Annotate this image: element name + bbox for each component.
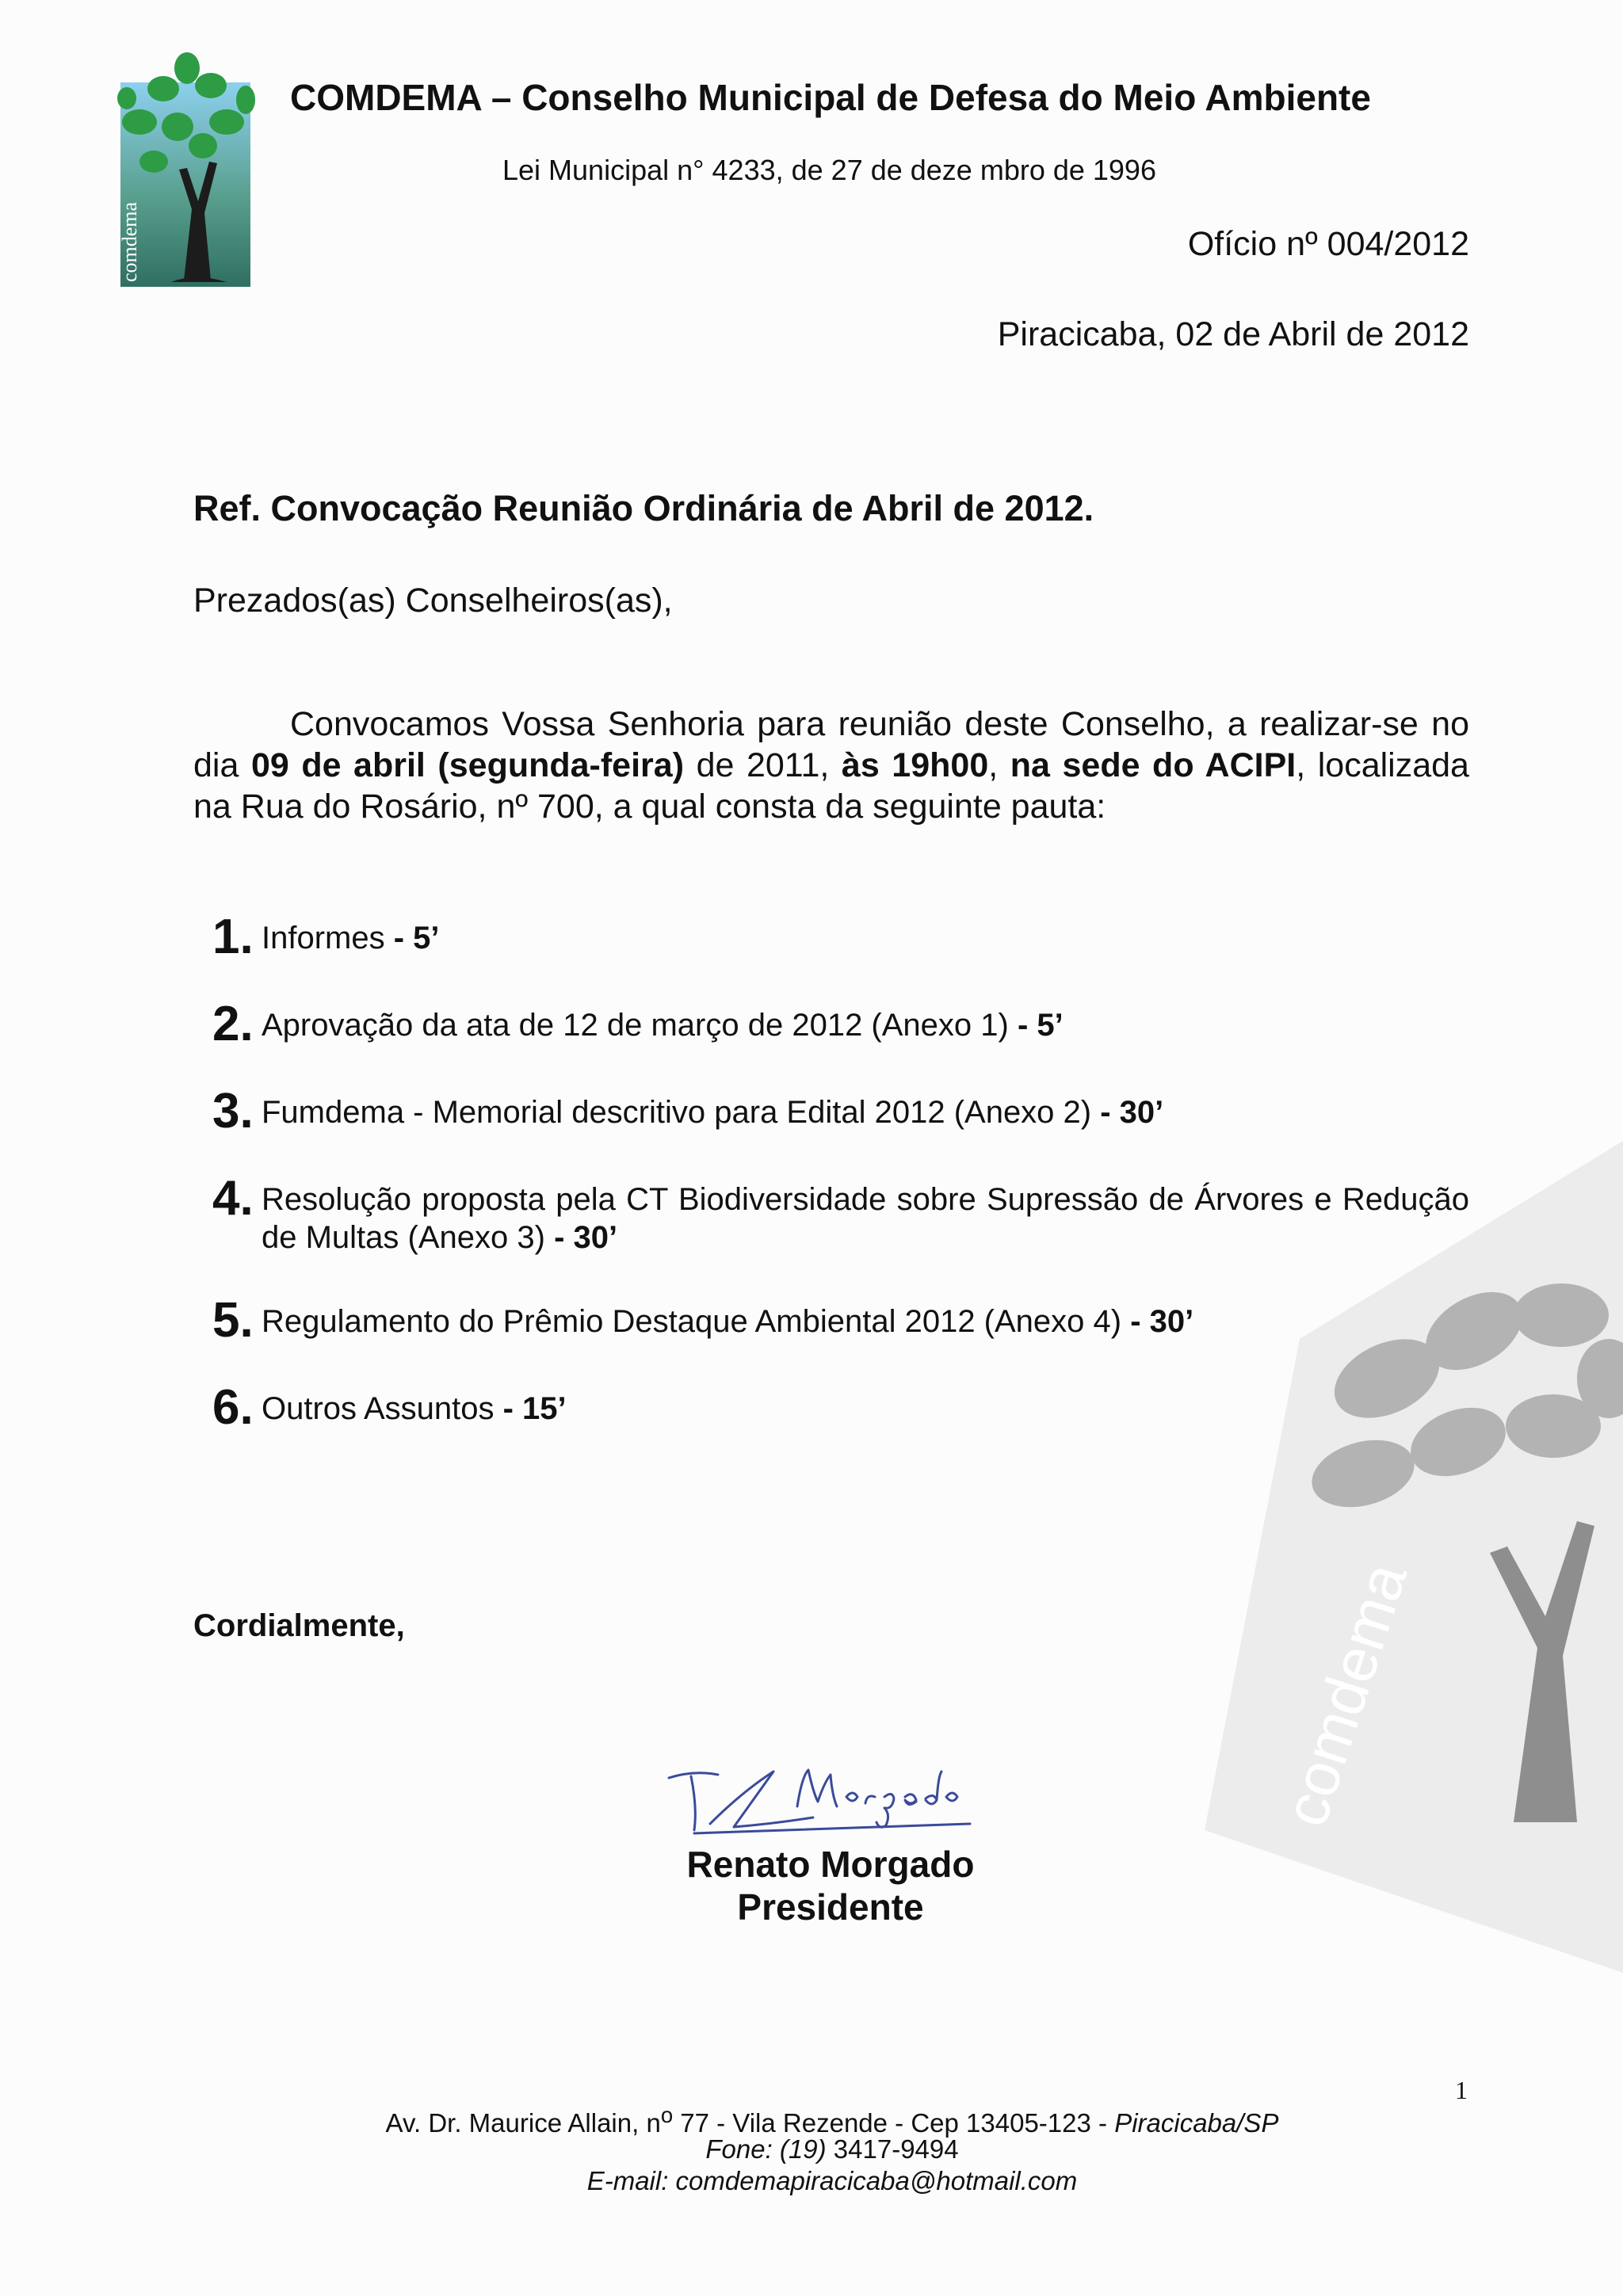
- agenda-duration: - 15’: [502, 1391, 567, 1426]
- para-text-2: de 2011,: [684, 746, 842, 784]
- footer-email: E-mail: comdemapiracicaba@hotmail.com: [586, 2166, 1078, 2195]
- agenda-duration: - 5’: [393, 921, 440, 955]
- agenda-duration: - 30’: [1130, 1304, 1194, 1339]
- address-sup: o: [660, 2103, 674, 2127]
- agenda-duration: - 30’: [554, 1220, 618, 1255]
- oficio-number: Ofício nº 004/2012: [1187, 225, 1469, 263]
- comdema-logo: [116, 51, 255, 288]
- phone-number: 3417-9494: [826, 2134, 959, 2164]
- agenda-item: [212, 910, 1469, 964]
- agenda-text: Fumdema - Memorial descritivo para Edital 2012 (Anexo 2): [262, 1095, 1101, 1130]
- agenda-text: Regulamento do Prêmio Destaque Ambiental 2012 (Anexo 4): [262, 1304, 1131, 1339]
- agenda-item: [212, 1293, 1469, 1348]
- law-reference: Lei Municipal n° 4233, de 27 de deze mbro de 1996: [502, 154, 1156, 186]
- signer-name: Renato Morgado: [686, 1844, 975, 1885]
- address-mid: 77 - Vila Rezende - Cep 13405-123 -: [673, 2108, 1115, 2138]
- para-text-3: ,: [988, 746, 1010, 784]
- para-text-1: Convocamos Vossa Senhoria para reunião deste Conselho, a realizar-se no dia: [193, 705, 1469, 784]
- footer-address: [0, 2103, 1623, 2138]
- greeting: Prezados(as) Conselheiros(as),: [193, 582, 673, 620]
- para-text-4: , localizada na Rua do Rosário, nº 700, a qual consta da seguinte pauta:: [193, 746, 1469, 826]
- agenda-number: 4.: [212, 1171, 254, 1226]
- agenda-number: 5.: [212, 1293, 254, 1348]
- agenda-number: 1.: [212, 910, 254, 964]
- agenda-duration: - 30’: [1100, 1095, 1164, 1130]
- agenda-duration: - 5’: [1017, 1008, 1064, 1043]
- address-city: Piracicaba/SP: [1114, 2108, 1279, 2138]
- page-number: 1: [1455, 2076, 1468, 2104]
- watermark-text: comdema: [1270, 1554, 1420, 1835]
- place-date: Piracicaba, 02 de Abril de 2012: [997, 315, 1469, 353]
- agenda-item: [212, 1084, 1469, 1138]
- phone-label: Fone: (19): [705, 2134, 827, 2164]
- agenda-number: 2.: [212, 997, 254, 1051]
- agenda-text: Informes: [262, 921, 394, 955]
- agenda-text: Outros Assuntos: [262, 1391, 503, 1426]
- agenda-list: [212, 910, 1469, 1477]
- body-paragraph: [193, 704, 1469, 827]
- agenda-item: [212, 997, 1469, 1051]
- logo-text: comdema: [118, 201, 141, 282]
- agenda-item: [212, 1171, 1469, 1257]
- agenda-number: 6.: [212, 1380, 254, 1435]
- agenda-text: Resolução proposta pela CT Biodiversidade sobre Supressão de Árvores e Redução de Multas (Anexo 3): [262, 1182, 1469, 1255]
- address-prefix: Av. Dr. Maurice Allain, n: [385, 2108, 661, 2138]
- meeting-date: 09 de abril (segunda-feira): [250, 746, 685, 784]
- meeting-time: às 19h00: [841, 746, 989, 784]
- signer-role: Presidente: [737, 1886, 924, 1928]
- agenda-item: [212, 1380, 1469, 1435]
- reference-line: Ref. Convocação Reunião Ordinária de Abril de 2012.: [193, 488, 1094, 528]
- footer-phone: [0, 2134, 1623, 2164]
- agenda-number: 3.: [212, 1084, 254, 1138]
- org-title: COMDEMA – Conselho Municipal de Defesa do Meio Ambiente: [290, 77, 1371, 118]
- agenda-text: Aprovação da ata de 12 de março de 2012 (Anexo 1): [262, 1008, 1018, 1043]
- meeting-location: na sede do ACIPI: [1010, 746, 1296, 784]
- closing: Cordialmente,: [193, 1608, 405, 1643]
- handwritten-signature: [663, 1760, 980, 1848]
